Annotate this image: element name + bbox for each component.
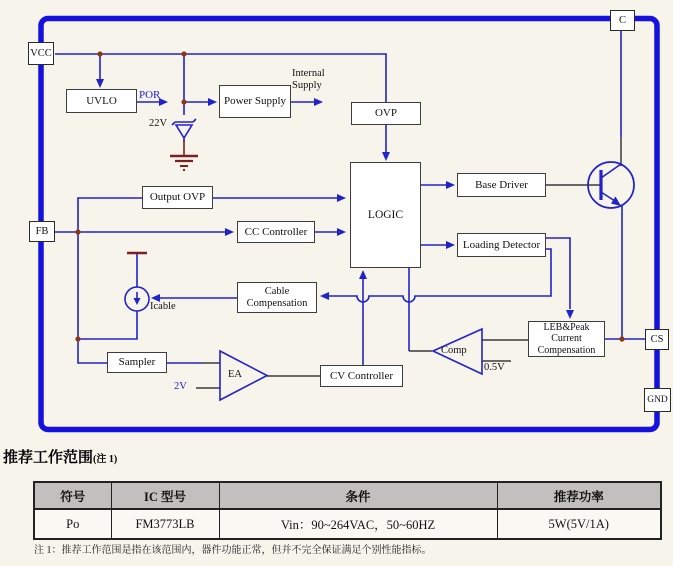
block-cv-controller-label: CV Controller — [329, 369, 394, 382]
block-logic — [350, 162, 421, 268]
block-power-supply — [219, 85, 291, 118]
section-title-text: 推荐工作范围 — [3, 450, 94, 466]
block-ovp — [351, 102, 421, 125]
pin-fb — [29, 221, 55, 242]
table-row — [34, 509, 661, 539]
block-uvlo — [66, 89, 137, 113]
zener-diode-icon — [172, 119, 196, 142]
block-cable-compensation-label: Cable Compensation — [246, 285, 308, 309]
pin-cs-label: CS — [650, 333, 664, 345]
table-header-row — [34, 482, 661, 509]
block-uvlo-label: UVLO — [86, 94, 117, 107]
section-title-note: (注 1) — [93, 454, 118, 465]
block-output-ovp-label: Output OVP — [149, 191, 206, 204]
block-cable-compensation — [237, 282, 317, 313]
header-symbol: 符号 — [34, 482, 111, 509]
cell-ic-model: FM3773LB — [111, 509, 219, 539]
pin-vcc — [28, 42, 54, 65]
por-label: POR — [139, 89, 161, 101]
cell-recommended-power: 5W(5V/1A) — [497, 509, 661, 539]
block-loading-detector-label: Loading Detector — [462, 238, 541, 251]
block-sampler-label: Sampler — [118, 356, 156, 369]
block-output-ovp — [142, 186, 213, 209]
ground-icon — [170, 140, 198, 170]
pin-vcc-label: VCC — [30, 47, 52, 59]
block-ovp-label: OVP — [374, 107, 397, 120]
pin-c — [610, 10, 635, 31]
pin-c-label: C — [618, 14, 626, 26]
cell-symbol: Po — [34, 509, 111, 539]
footnote: 注 1：推荐工作范围是指在该范围内，器件功能正常，但并不完全保证满足个别性能指标。 — [34, 545, 432, 556]
block-logic-label: LOGIC — [367, 208, 404, 221]
icable-label: Icable — [150, 301, 176, 312]
zener-voltage-label: 22V — [149, 118, 168, 129]
block-loading-detector — [457, 233, 546, 257]
block-leb-peak — [528, 321, 605, 357]
pin-gnd — [644, 388, 671, 412]
ea-ref-label: 2V — [174, 381, 187, 392]
block-base-driver-label: Base Driver — [475, 178, 528, 191]
cell-condition: Vin：90~264VAC，50~60HZ — [219, 509, 497, 539]
block-base-driver — [457, 173, 546, 197]
block-cc-controller-label: CC Controller — [244, 225, 308, 238]
header-condition: 条件 — [219, 482, 497, 509]
section-title — [3, 446, 117, 467]
block-leb-peak-label: LEB&Peak Current Compensation — [537, 322, 596, 356]
pin-cs — [645, 329, 669, 350]
comp-ref-label: 0.5V — [484, 362, 505, 373]
pin-fb-label: FB — [35, 225, 49, 237]
internal-supply-label: Internal Supply — [292, 68, 325, 91]
block-power-supply-label: Power Supply — [223, 95, 287, 108]
header-ic-model: IC 型号 — [111, 482, 219, 509]
block-sampler — [107, 352, 167, 373]
error-amp-label: EA — [228, 369, 242, 380]
operating-range-table — [33, 481, 662, 540]
pin-gnd-label: GND — [647, 394, 668, 405]
comparator-label: Comp — [441, 345, 467, 356]
block-cc-controller — [237, 221, 315, 243]
header-recommended-power: 推荐功率 — [497, 482, 661, 509]
block-cv-controller — [320, 365, 403, 387]
